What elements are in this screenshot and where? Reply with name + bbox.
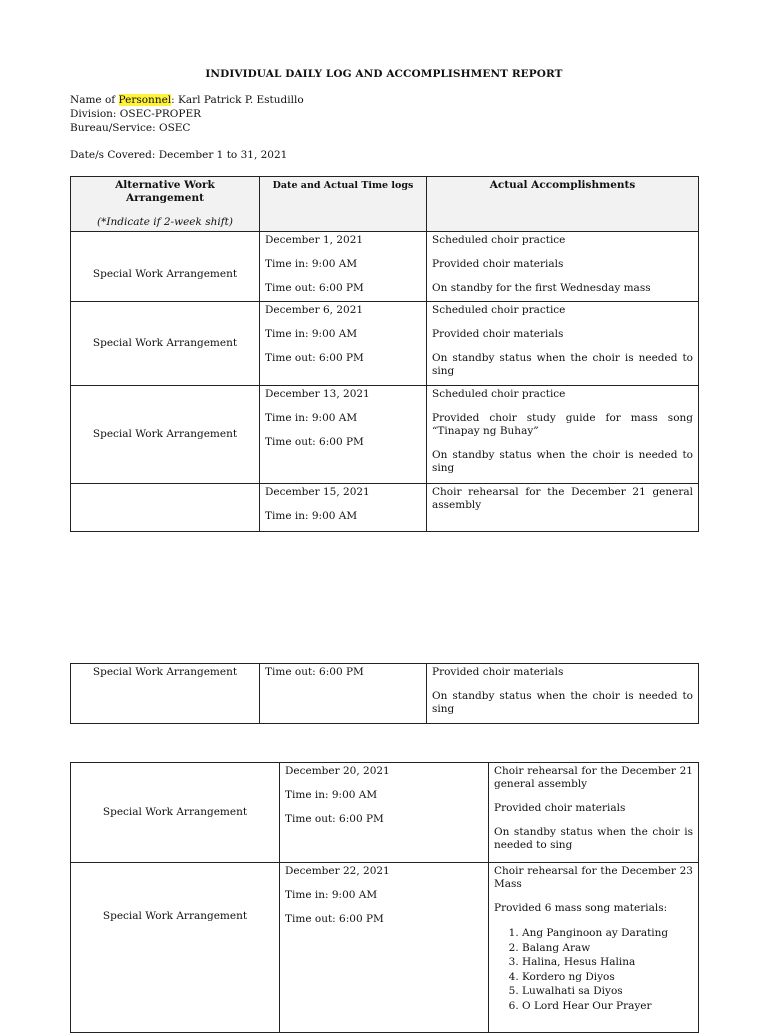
accomplishments-cell <box>489 763 699 863</box>
table-row <box>71 484 699 532</box>
time-out: Time out: 6:00 PM <box>285 913 384 925</box>
time-in: Time in: 9:00 AM <box>265 412 358 424</box>
accomplishment: Provided choir materials <box>432 258 564 270</box>
arrangement-cell <box>71 484 260 532</box>
arrangement-label: Special Work Arrangement <box>102 910 248 922</box>
timelog-cell <box>260 232 427 302</box>
accomplishments-cell <box>427 664 699 724</box>
accomplishment: On standby status when the choir is needed to sing <box>432 352 693 377</box>
timelog-cell <box>280 863 489 1033</box>
accomplishment: Choir rehearsal for the December 21 general assembly <box>494 765 693 790</box>
log-table-3 <box>70 762 699 1033</box>
table-row <box>71 386 699 484</box>
accomplishments-cell <box>427 386 699 484</box>
arrangement-cell <box>71 664 260 724</box>
personnel-name-value: : Karl Patrick P. Estudillo <box>171 94 304 106</box>
log-date: December 1, 2021 <box>265 234 364 246</box>
arrangement-label: Special Work Arrangement <box>102 806 248 818</box>
accomplishment: Scheduled choir practice <box>432 388 566 400</box>
accomplishment: Scheduled choir practice <box>432 234 566 246</box>
time-out: Time out: 6:00 PM <box>265 352 364 364</box>
table-row <box>71 664 699 724</box>
log-date: December 20, 2021 <box>285 765 390 777</box>
accomplishments-cell <box>427 484 699 532</box>
log-date: December 22, 2021 <box>285 865 390 877</box>
arrangement-label: Special Work Arrangement <box>92 428 238 440</box>
accomplishment: On standby for the first Wednesday mass <box>432 282 651 294</box>
timelog-cell <box>280 763 489 863</box>
log-date: December 6, 2021 <box>265 304 364 316</box>
time-in: Time in: 9:00 AM <box>265 328 358 340</box>
accomplishment: Choir rehearsal for the December 23 Mass <box>494 865 693 890</box>
accomplishment: Provided choir materials <box>494 802 626 814</box>
table-row <box>71 232 699 302</box>
time-in: Time in: 9:00 AM <box>265 510 358 522</box>
accomplishment: Choir rehearsal for the December 21 general assembly <box>432 486 693 511</box>
accomplishment: Provided choir materials <box>432 328 564 340</box>
arrangement-cell <box>71 763 280 863</box>
song-item: 5. Luwalhati sa Diyos <box>522 984 693 999</box>
song-item: 4. Kordero ng Diyos <box>522 970 693 985</box>
accomplishment: Provided 6 mass song materials: <box>494 902 668 914</box>
timelog-cell <box>260 386 427 484</box>
song-item: 1. Ang Panginoon ay Darating <box>522 926 693 941</box>
arrangement-label: Special Work Arrangement <box>92 666 238 678</box>
log-date: December 13, 2021 <box>265 388 370 400</box>
time-in: Time in: 9:00 AM <box>265 258 358 270</box>
accomplishments-cell <box>427 302 699 386</box>
song-item: 6. O Lord Hear Our Prayer <box>522 999 693 1014</box>
time-in: Time in: 9:00 AM <box>285 789 378 801</box>
accomplishment: Provided choir materials <box>432 666 564 678</box>
header-accomplishments: Actual Accomplishments <box>427 177 699 232</box>
timelog-cell <box>260 664 427 724</box>
personnel-name-line <box>70 93 304 107</box>
personnel-label: Name of <box>70 94 119 106</box>
accomplishment: On standby status when the choir is needed to sing <box>494 826 693 851</box>
dates-covered-line: Date/s Covered: December 1 to 31, 2021 <box>70 149 288 161</box>
log-table-1 <box>70 176 699 532</box>
bureau-line: Bureau/Service: OSEC <box>70 122 191 134</box>
accomplishment: Scheduled choir practice <box>432 304 566 316</box>
time-out: Time out: 6:00 PM <box>265 436 364 448</box>
header-arrangement-label: Alternative Work Arrangement <box>115 179 215 204</box>
arrangement-label: Special Work Arrangement <box>92 268 238 280</box>
accomplishments-cell <box>489 863 699 1033</box>
arrangement-cell <box>71 386 260 484</box>
accomplishment: On standby status when the choir is needed to sing <box>432 449 693 474</box>
arrangement-cell <box>71 863 280 1033</box>
time-out: Time out: 6:00 PM <box>265 666 364 678</box>
timelog-cell <box>260 484 427 532</box>
arrangement-cell <box>71 232 260 302</box>
table-row <box>71 863 699 1033</box>
time-out: Time out: 6:00 PM <box>285 813 384 825</box>
header-arrangement-note: (*Indicate if 2-week shift) <box>97 216 233 228</box>
time-out: Time out: 6:00 PM <box>265 282 364 294</box>
song-list <box>494 926 693 1013</box>
arrangement-cell <box>71 302 260 386</box>
header-date-time: Date and Actual Time logs <box>260 177 427 232</box>
table-header-row <box>71 177 699 232</box>
accomplishments-cell <box>427 232 699 302</box>
accomplishment: On standby status when the choir is needed to sing <box>432 690 693 715</box>
report-title: INDIVIDUAL DAILY LOG AND ACCOMPLISHMENT REPORT <box>205 68 563 80</box>
header-arrangement <box>71 177 260 232</box>
timelog-cell <box>260 302 427 386</box>
table-row <box>71 763 699 863</box>
song-item: 2. Balang Araw <box>522 941 693 956</box>
personnel-label-highlight: Personnel <box>118 94 172 106</box>
division-line: Division: OSEC-PROPER <box>70 108 202 120</box>
song-item: 3. Halina, Hesus Halina <box>522 955 693 970</box>
arrangement-label: Special Work Arrangement <box>92 337 238 349</box>
log-table-2 <box>70 663 699 724</box>
accomplishment: Provided choir study guide for mass song “Tinapay ng Buhay” <box>432 412 693 437</box>
time-in: Time in: 9:00 AM <box>285 889 378 901</box>
log-date: December 15, 2021 <box>265 486 370 498</box>
table-row <box>71 302 699 386</box>
